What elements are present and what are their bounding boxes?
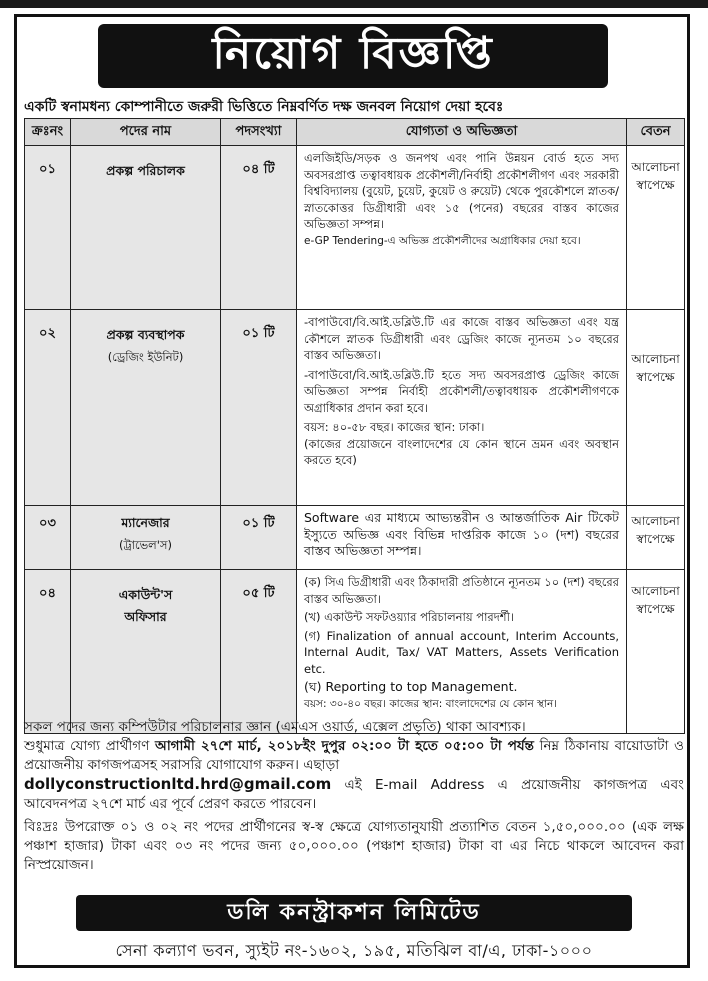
company-name: ডলি কনস্ট্রাকশন লিমিটেড: [76, 895, 632, 931]
row-post: [71, 570, 221, 734]
row-salary: [627, 146, 685, 310]
qual-line: -বাপাউবো/বি.আই.ডব্লিউ.টি হতে সদ্য অবসরপ্রাপ্ত ড্রেজিং কাজে অভিজ্ঞতা সম্পন্ন নির্বাহী প্রকৌশলী/তত্বাবধায়ক প্রকৌশলীগণকে অগ্রাধিকার প্রদান করা হবে।: [304, 367, 619, 415]
row-post: [71, 146, 221, 310]
qual-line: (কাজের প্রয়োজনে বাংলাদেশের যে কোন স্থানে ভ্রমন এবং অবস্থান করতে হবে): [304, 436, 619, 467]
row-count: ০১ টি: [221, 310, 297, 506]
qual-line: এলজিইডি/সড়ক ও জনপথ এবং পানি উন্নয়ন বোর্ড হতে সদ্য অবসরপ্রাপ্ত তত্বাবধায়ক প্রকৌশলী/নির্বাহী প্রকৌশলীগণ এবং সরকারী বিশ্ববিদ্যালয় (বুয়েট, চুয়েট, কুয়েট ও রুয়েট) থেকে পুরকৌশলে স্নাতক/স্নাতকোত্তর ডিগ্রীধারী এবং ১৫ (পনের) বছরের বাস্তব কাজের অভিজ্ঞতা সম্পন্ন।: [304, 151, 619, 231]
row-post-subtitle: (ট্রাভেল'স): [119, 538, 172, 552]
header-count: পদসংখ্যা: [221, 119, 297, 146]
qual-line: Software এর মাধ্যমে আভ্যন্তরীন ও আন্তর্জাতিক Air টিকেট ইস্যুতে অভিজ্ঞ এবং বিভিন্ন দাপ্তরিক কাজে ১০ (দশ) বছরের বাস্তব অভিজ্ঞতা সম্পন্ন।: [304, 510, 619, 558]
qual-line: (গ) Finalization of annual account, Interim Accounts, Internal Audit, Tax/ VAT Matters, Assets Verification etc.: [304, 628, 619, 676]
footer-text-block: [24, 718, 684, 875]
table-header-row: [25, 119, 685, 146]
qual-line: (ক) সিএ ডিগ্রীধারী এবং ঠিকাদারী প্রতিষ্ঠানে ন্যূনতম ১০ (দশ) বছরের বাস্তব অভিজ্ঞতা।: [304, 575, 619, 606]
salary-line-2: স্বাপেক্ষে: [636, 532, 675, 546]
note-text: বিঃদ্রঃ উপরোক্ত ০১ ও ০২ নং পদের প্রার্থীগনের স্ব-স্ব ক্ষেত্রে যোগ্যতানুযায়ী প্রত্যাশিত বেতন ১,৫০,০০০.০০ (এক লক্ষ পঞ্চাশ হাজার) টাকা এবং ০৩ নং পদের জন্য ৫০,০০০.০০ (পঞ্চাশ হাজার) টাকা বা এর নিচে থাকলে আবেদন করা নিস্প্রয়োজন।: [24, 819, 684, 873]
header-qualification: যোগ্যতা ও অভিজ্ঞতা: [297, 119, 627, 146]
email-instructions: [24, 775, 684, 814]
jobs-table: [24, 118, 685, 734]
row-serial: ০১: [25, 146, 71, 310]
row-qualification: [297, 146, 627, 310]
table-row: [25, 146, 685, 310]
salary-line-1: আলোচনা: [631, 584, 680, 598]
row-serial: ০৪: [25, 570, 71, 734]
salary-line-1: আলোচনা: [631, 514, 680, 528]
contact-pre: শুধুমাত্র যোগ্য প্রার্থীগণ: [24, 738, 155, 754]
row-qualification: [297, 506, 627, 570]
salary-line-1: আলোচনা: [631, 160, 680, 174]
row-post-title: একাউন্ট'স: [118, 587, 173, 602]
salary-line-2: স্বাপেক্ষে: [636, 178, 675, 192]
table-row: [25, 310, 685, 506]
row-post-title: প্রকল্প পরিচালক: [106, 163, 185, 178]
qual-line: e-GP Tendering-এ অভিজ্ঞ প্রকৌশলীদের অগ্রাধিকার দেয়া হবে।: [304, 234, 581, 247]
header-serial: ক্রঃনং: [25, 119, 71, 146]
top-border-strip: [0, 0, 708, 8]
row-serial: ০২: [25, 310, 71, 506]
row-count: ০১ টি: [221, 506, 297, 570]
qual-line: বয়স: ৪০-৫৮ বছর। কাজের স্থান: ঢাকা।: [304, 420, 485, 434]
contact-instructions: [24, 737, 684, 775]
salary-line-2: স্বাপেক্ষে: [636, 370, 675, 384]
table-row: [25, 506, 685, 570]
row-qualification: [297, 310, 627, 506]
qual-line: বয়স: ৩০-৪০ বছর। কাজের স্থান: বাংলাদেশের যে কোন স্থান।: [304, 697, 558, 710]
page-title: নিয়োগ বিজ্ঞপ্তি: [98, 24, 608, 88]
header-post: পদের নাম: [71, 119, 221, 146]
contact-date: আগামী ২৭শে মার্চ, ২০১৮ইং দুপুর ০২:০০ টা হতে ০৫:০০ টা পর্যন্ত: [154, 738, 534, 754]
intro-text: একটি স্বনামধন্য কোম্পানীতে জরুরী ভিত্তিতে নিম্নবর্ণিত দক্ষ জনবল নিয়োগ দেয়া হবেঃ: [24, 99, 504, 115]
qual-line: (খ) একাউন্ট সফটওয়্যার পরিচালনায় পারদর্শী।: [304, 610, 515, 624]
row-salary: [627, 570, 685, 734]
row-post: [71, 506, 221, 570]
email-link[interactable]: dollyconstructionltd.hrd@gmail.com: [24, 775, 332, 793]
row-qualification: [297, 570, 627, 734]
row-count: ০৫ টি: [221, 570, 297, 734]
qual-line: -বাপাউবো/বি.আই.ডব্লিউ.টি এর কাজে বাস্তব অভিজ্ঞতা এবং যন্ত্র কৌশলে স্নাতক ডিগ্রীধারী এবং ড্রেজিং কাজে ন্যূনতম ১০ বছরের বাস্তব অভিজ্ঞতা।: [304, 315, 619, 362]
row-serial: ০৩: [25, 506, 71, 570]
salary-line-1: আলোচনা: [631, 352, 680, 366]
email-post: এই E-mail Address এ প্রয়োজনীয় কাগজপত্র এবং আবেদনপত্র ২৭শে মার্চ এর পূর্বে প্রেরণ করতে পারবেন।: [24, 777, 684, 812]
salary-line-2: স্বাপেক্ষে: [636, 602, 675, 616]
contact-post: নিম্ন ঠিকানায় বায়োডাটা ও প্রয়োজনীয় কাগজপত্রসহ সরাসরি যোগাযোগ করুন। এছাড়া: [24, 738, 684, 773]
row-salary: [627, 506, 685, 570]
row-post-title: প্রকল্প ব্যবস্থাপক: [106, 327, 185, 342]
computer-requirement: সকল পদের জন্য কম্পিউটার পরিচালনার জ্ঞান (এমএস ওয়ার্ড, এক্সেল প্রভৃতি) থাকা আবশ্যক।: [24, 719, 526, 735]
row-salary: [627, 310, 685, 506]
row-count: ০৪ টি: [221, 146, 297, 310]
row-post-title: ম্যানেজার: [121, 515, 170, 530]
header-salary: বেতন: [627, 119, 685, 146]
row-post: [71, 310, 221, 506]
company-address: সেনা কল্যাণ ভবন, স্যুইট নং-১৬০২, ১৯৫, মতিঝিল বা/এ, ঢাকা-১০০০: [115, 941, 593, 960]
qual-line: (ঘ) Reporting to top Management.: [304, 679, 518, 694]
table-row: [25, 570, 685, 734]
row-post-subtitle: অফিসার: [124, 609, 167, 624]
row-post-subtitle: (ড্রেজিং ইউনিট): [107, 350, 184, 364]
